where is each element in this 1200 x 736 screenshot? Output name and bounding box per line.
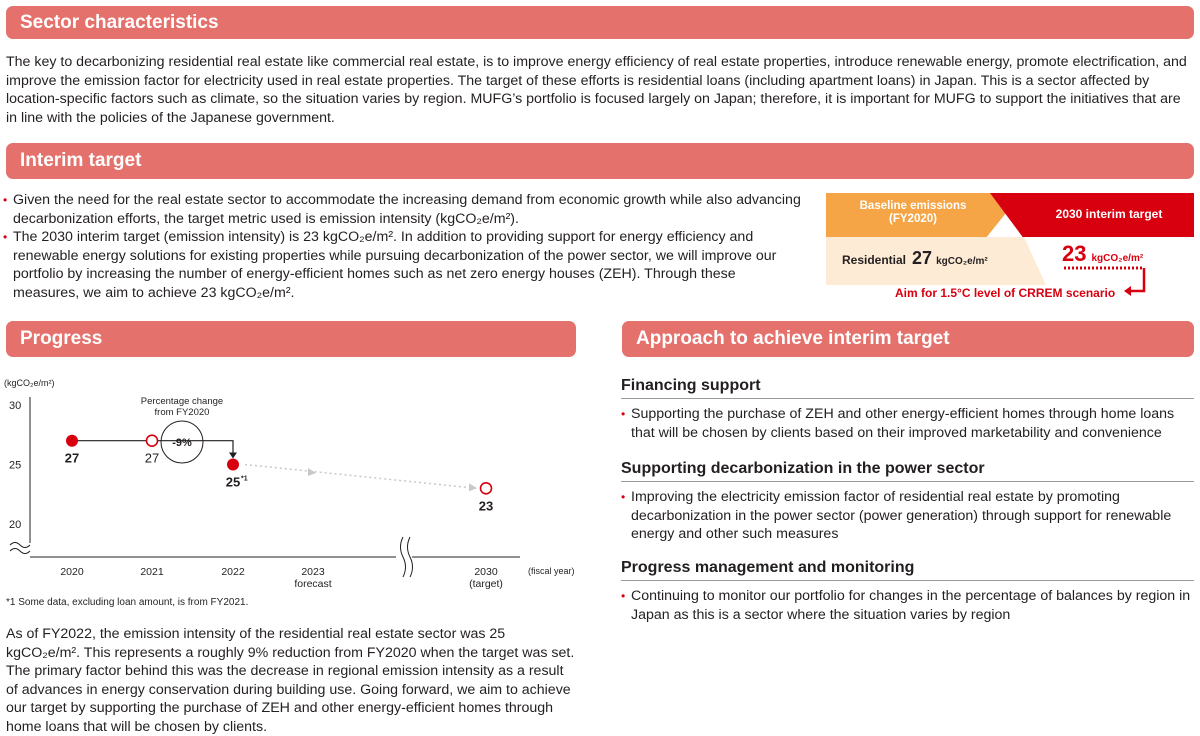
baseline-unit: kgCO₂e/m² — [936, 256, 988, 267]
data-label-footnote: *1 — [241, 475, 248, 483]
y-axis-label: (kgCO₂e/m²) — [4, 378, 55, 388]
x-axis-break — [401, 537, 413, 577]
x-tick-label: 2020 — [60, 566, 84, 578]
baseline-value: 27 — [912, 248, 933, 268]
change-arrowhead — [229, 453, 237, 459]
sector-characteristics-body: The key to decarbonizing residential real estate like commercial real estate, is to improve energy efficiency of real estate properties, introduce renewable energy, promote electrification, and improve the emission factor for electricity used in real estate properties. The target of these efforts is residential loans (including apartment loans) in Japan. This is a sector affected by location-specific factors such as climate, so the situation varies by region. MUFG’s portfolio is focused largely on Japan; therefore, it is important for MUFG to support the initiatives that are in line with the policies of the Japanese government. — [6, 54, 1187, 126]
baseline-value-row — [842, 248, 988, 269]
chart-footnote: *1 Some data, excluding loan amount, is from FY2021. — [6, 597, 249, 608]
interim-target-banner — [6, 143, 1194, 179]
data-point — [481, 483, 492, 494]
power-sector-bullets — [621, 488, 1194, 544]
sector-characteristics-title: Sector characteristics — [20, 11, 219, 33]
financing-support-bullets — [621, 405, 1194, 442]
data-point — [66, 435, 78, 447]
forecast-trend-arrow — [469, 483, 477, 491]
progress-body: As of FY2022, the emission intensity of the residential real estate sector was 25 kgCO₂e/m². This represents a roughly 9% reduction from FY2020 when the target was set. The primary factor behind this was the decrease in regional emission intensity as a result of advances in energy conservation during building use. Going forward, we aim to achieve our target by supporting the purchase of ZEH and other energy-efficient homes through home loans that will be chosen by clients. — [6, 626, 575, 735]
data-label: 27 — [64, 450, 80, 466]
divider — [621, 580, 1194, 581]
power-sector-heading: Supporting decarbonization in the power sector — [621, 460, 985, 477]
baseline-header-label: Baseline emissions (FY2020) — [859, 200, 967, 225]
x-tick-label: 2022 — [221, 566, 245, 578]
data-point — [147, 435, 158, 446]
list-item: • Supporting the purchase of ZEH and other energy-efficient homes through home loans that will be chosen by clients based on their improved marketability and convenience — [621, 405, 1194, 442]
sector-characteristics-banner — [6, 6, 1194, 39]
list-item: • Improving the electricity emission factor of residential real estate by promoting decarbonization in the power sector (power generation) through support for renewable energy and other such measures — [621, 488, 1194, 544]
crrem-note: Aim for 1.5°C level of CRREM scenario — [895, 286, 1116, 300]
x-tick-label: 2023 — [301, 566, 325, 578]
list-item: • Given the need for the real estate sector to accommodate the increasing demand from economic growth while also advancing decarbonization efforts, the target metric used is emission intensity (kgCO₂e/m²). — [3, 191, 803, 228]
progress-title: Progress — [20, 328, 103, 349]
annotation-value: -9% — [172, 437, 192, 449]
target-unit: kgCO₂e/m² — [1091, 253, 1144, 264]
monitoring-heading: Progress management and monitoring — [621, 559, 915, 576]
target-header-label: 2030 interim target — [1055, 207, 1163, 221]
data-label: 23 — [478, 498, 494, 514]
list-item: • Continuing to monitor our portfolio for changes in the percentage of balances by region in Japan as this is a sector where the situation varies by region — [621, 587, 1194, 624]
interim-target-bullets — [3, 191, 803, 302]
x-axis-label: (fiscal year) — [528, 566, 575, 576]
interim-target-title: Interim target — [20, 150, 142, 171]
sector-label: Residential — [842, 253, 907, 267]
data-label: 27 — [144, 450, 160, 466]
progress-chart — [0, 370, 576, 600]
y-tick-label: 30 — [9, 400, 22, 412]
annotation-line2: from FY2020 — [154, 407, 210, 418]
x-tick-label: (target) — [469, 578, 503, 590]
annotation-line1: Percentage change — [140, 396, 224, 407]
approach-banner — [622, 321, 1194, 357]
x-tick-label: 2030 — [474, 566, 498, 578]
y-tick-label: 25 — [9, 459, 22, 472]
target-value: 23 — [1062, 241, 1087, 266]
data-label: 25 — [225, 474, 241, 490]
divider — [621, 398, 1194, 399]
financing-support-heading: Financing support — [621, 377, 761, 394]
y-axis-break — [10, 543, 30, 554]
forecast-trend-line — [245, 465, 476, 489]
progress-banner — [6, 321, 576, 357]
list-item: • The 2030 interim target (emission intensity) is 23 kgCO₂e/m². In addition to providing support for energy efficiency and renewable energy solutions for existing properties while pursuing decarbonization of the power sector, we will improve our portfolio by increasing the number of energy-efficient homes such as net zero energy houses (ZEH). Through these measures, we aim to achieve 23 kgCO₂e/m². — [3, 228, 803, 302]
x-tick-label: forecast — [294, 578, 332, 590]
approach-title: Approach to achieve interim target — [636, 328, 950, 349]
monitoring-bullets — [621, 587, 1194, 624]
x-tick-label: 2021 — [140, 566, 164, 578]
y-tick-label: 20 — [9, 519, 22, 531]
divider — [621, 481, 1194, 482]
data-point — [227, 459, 239, 471]
